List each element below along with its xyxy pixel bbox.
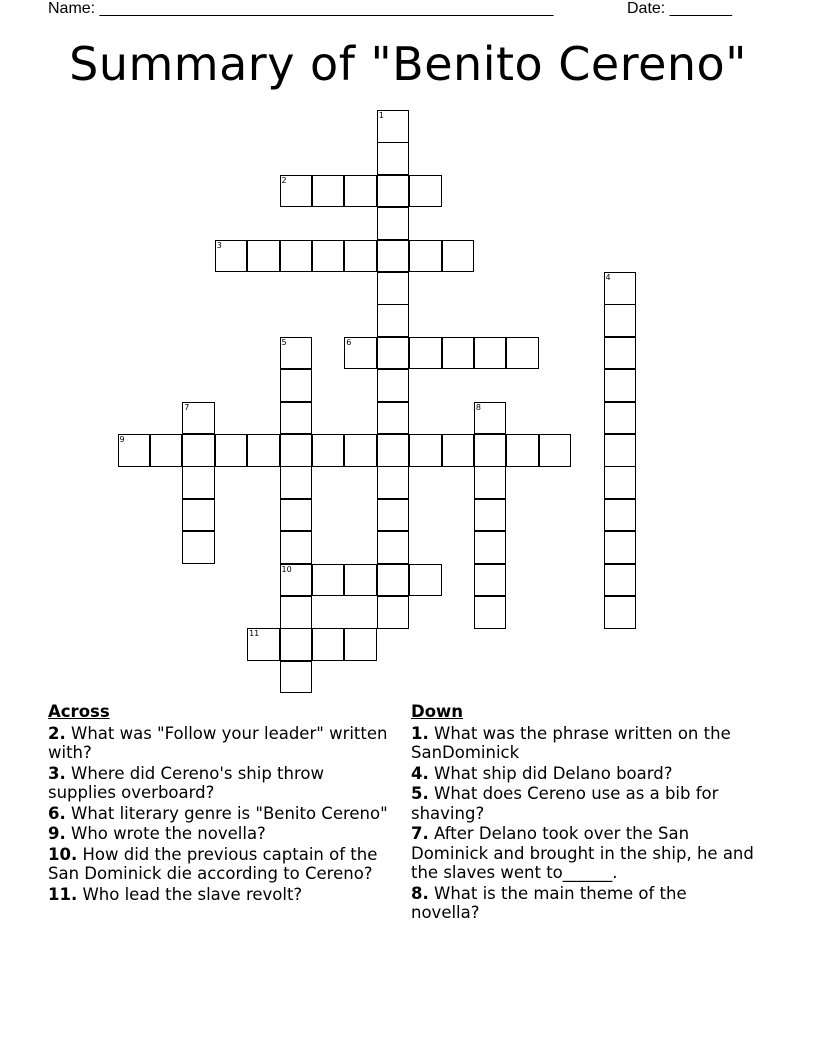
grid-cell[interactable] [506, 337, 539, 370]
grid-cell[interactable] [604, 337, 637, 370]
clue-text: What literary genre is "Benito Cereno" [71, 803, 388, 823]
grid-cell[interactable] [409, 337, 442, 370]
grid-cell[interactable] [604, 531, 637, 564]
grid-cell[interactable] [312, 564, 345, 597]
grid-cell[interactable] [377, 337, 410, 370]
clue-number-label: 10. [48, 844, 78, 864]
clue-number-label: 11. [48, 884, 78, 904]
grid-cell[interactable] [377, 369, 410, 402]
grid-cell[interactable] [280, 596, 313, 629]
grid-cell[interactable] [409, 240, 442, 273]
grid-cell[interactable] [344, 240, 377, 273]
grid-cell[interactable] [150, 434, 183, 467]
grid-cell[interactable] [539, 434, 572, 467]
clue-number: 6 [346, 337, 352, 347]
clue-text: Who wrote the novella? [71, 824, 266, 843]
clue-text: What does Cereno use as a bib for shaving? [411, 784, 719, 823]
grid-cell[interactable] [377, 531, 410, 564]
grid-cell[interactable] [280, 434, 313, 467]
clue-number-label: 7. [411, 824, 429, 843]
clue-text: How did the previous captain of the San Dominick die according to Cereno? [48, 844, 378, 883]
grid-cell[interactable] [377, 207, 410, 240]
grid-cell[interactable] [409, 434, 442, 467]
clue-text: What was the phrase written on the SanDominick [411, 723, 731, 762]
clue-number: 3 [216, 240, 222, 250]
grid-cell[interactable] [377, 564, 410, 597]
clue-text: Where did Cereno's ship throw supplies overboard? [48, 763, 324, 802]
across-clue [48, 764, 393, 803]
grid-cell[interactable] [280, 531, 313, 564]
grid-cell[interactable] [377, 240, 410, 273]
down-clue [411, 824, 756, 883]
grid-cell[interactable] [474, 402, 507, 435]
across-clue [48, 724, 393, 763]
grid-cell[interactable] [280, 402, 313, 435]
clue-text: What was "Follow your leader" written with? [48, 723, 388, 762]
clue-number: 9 [119, 435, 125, 444]
grid-cell[interactable] [377, 175, 410, 208]
clue-number-label: 9. [48, 824, 66, 843]
grid-cell[interactable] [280, 661, 313, 694]
clue-text: What is the main theme of the novella? [411, 883, 687, 922]
grid-cell[interactable] [118, 434, 151, 467]
across-clues [48, 702, 393, 905]
grid-cell[interactable] [409, 564, 442, 597]
down-clue [411, 724, 756, 763]
across-clue-list [48, 724, 393, 905]
clue-text: After Delano took over the San Dominick and brought in the ship, he and the slaves went to______. [411, 824, 754, 882]
page-title: Summary of "Benito Cereno" [69, 37, 747, 91]
across-clue [48, 885, 393, 905]
grid-cell[interactable] [377, 304, 410, 337]
grid-cell[interactable] [377, 596, 410, 629]
grid-cell[interactable] [604, 369, 637, 402]
clue-number: 2 [281, 175, 287, 185]
grid-cell[interactable] [474, 337, 507, 370]
grid-cell[interactable] [280, 628, 313, 661]
grid-cell[interactable] [344, 564, 377, 597]
clue-number: 4 [605, 273, 611, 282]
down-clues [411, 702, 756, 924]
grid-cell[interactable] [280, 466, 313, 499]
grid-cell[interactable] [182, 402, 215, 435]
grid-cell[interactable] [215, 240, 248, 273]
grid-cell[interactable] [604, 434, 637, 467]
grid-cell[interactable] [474, 596, 507, 629]
clue-number: 10 [281, 564, 292, 574]
grid-cell[interactable] [247, 240, 280, 273]
grid-cell[interactable] [344, 628, 377, 661]
grid-cell[interactable] [442, 240, 475, 273]
grid-cell[interactable] [344, 337, 377, 370]
grid-cell[interactable] [280, 175, 313, 208]
grid-cell[interactable] [312, 628, 345, 661]
grid-cell[interactable] [604, 596, 637, 629]
grid-cell[interactable] [280, 337, 313, 370]
grid-cell[interactable] [312, 240, 345, 273]
grid-cell[interactable] [182, 499, 215, 532]
grid-cell[interactable] [474, 434, 507, 467]
across-heading: Across [48, 702, 110, 721]
grid-cell[interactable] [247, 434, 280, 467]
clue-number-label: 3. [48, 763, 66, 783]
down-clue-list [411, 724, 756, 923]
across-clue [48, 845, 393, 884]
clue-number-label: 8. [411, 883, 429, 903]
clue-number-label: 5. [411, 784, 429, 803]
down-heading: Down [411, 702, 464, 721]
clue-number-label: 4. [411, 763, 429, 783]
down-clue [411, 884, 756, 923]
clue-number-label: 1. [411, 723, 429, 743]
grid-cell[interactable] [474, 466, 507, 499]
down-clue [411, 764, 756, 784]
grid-cell[interactable] [215, 434, 248, 467]
name-field-label: Name: ___________________________________________________ [48, 0, 554, 17]
grid-cell[interactable] [377, 110, 410, 143]
clue-number: 1 [378, 111, 384, 120]
grid-cell[interactable] [280, 499, 313, 532]
grid-cell[interactable] [604, 272, 637, 305]
grid-cell[interactable] [409, 175, 442, 208]
grid-cell[interactable] [604, 564, 637, 597]
grid-cell[interactable] [280, 369, 313, 402]
across-clue [48, 804, 393, 824]
across-clue [48, 824, 393, 844]
grid-cell[interactable] [474, 499, 507, 532]
clue-number: 5 [281, 337, 287, 347]
clue-number-label: 6. [48, 803, 66, 823]
grid-cell[interactable] [604, 466, 637, 499]
grid-cell[interactable] [604, 402, 637, 435]
grid-cell[interactable] [312, 175, 345, 208]
grid-cell[interactable] [377, 499, 410, 532]
clue-number: 8 [475, 402, 481, 412]
grid-cell[interactable] [247, 628, 280, 661]
grid-cell[interactable] [377, 434, 410, 467]
grid-cell[interactable] [280, 240, 313, 273]
grid-cell[interactable] [344, 434, 377, 467]
grid-cell[interactable] [377, 466, 410, 499]
clue-number: 11 [249, 629, 260, 639]
grid-cell[interactable] [604, 499, 637, 532]
grid-cell[interactable] [312, 434, 345, 467]
grid-cell[interactable] [474, 531, 507, 564]
grid-cell[interactable] [377, 272, 410, 305]
grid-cell[interactable] [182, 531, 215, 564]
grid-cell[interactable] [377, 402, 410, 435]
grid-cell[interactable] [182, 466, 215, 499]
grid-cell[interactable] [182, 434, 215, 467]
clue-text: Who lead the slave revolt? [82, 884, 303, 904]
clue-number: 7 [184, 402, 190, 412]
down-clue [411, 784, 756, 823]
grid-cell[interactable] [506, 434, 539, 467]
date-field-label: Date: _______ [627, 0, 732, 17]
clue-text: What ship did Delano board? [434, 763, 673, 783]
grid-cell[interactable] [604, 304, 637, 337]
grid-cell[interactable] [474, 564, 507, 597]
grid-cell[interactable] [377, 142, 410, 175]
grid-cell[interactable] [442, 337, 475, 370]
clue-number-label: 2. [48, 723, 66, 743]
grid-cell[interactable] [344, 175, 377, 208]
grid-cell[interactable] [280, 564, 313, 597]
grid-cell[interactable] [442, 434, 475, 467]
